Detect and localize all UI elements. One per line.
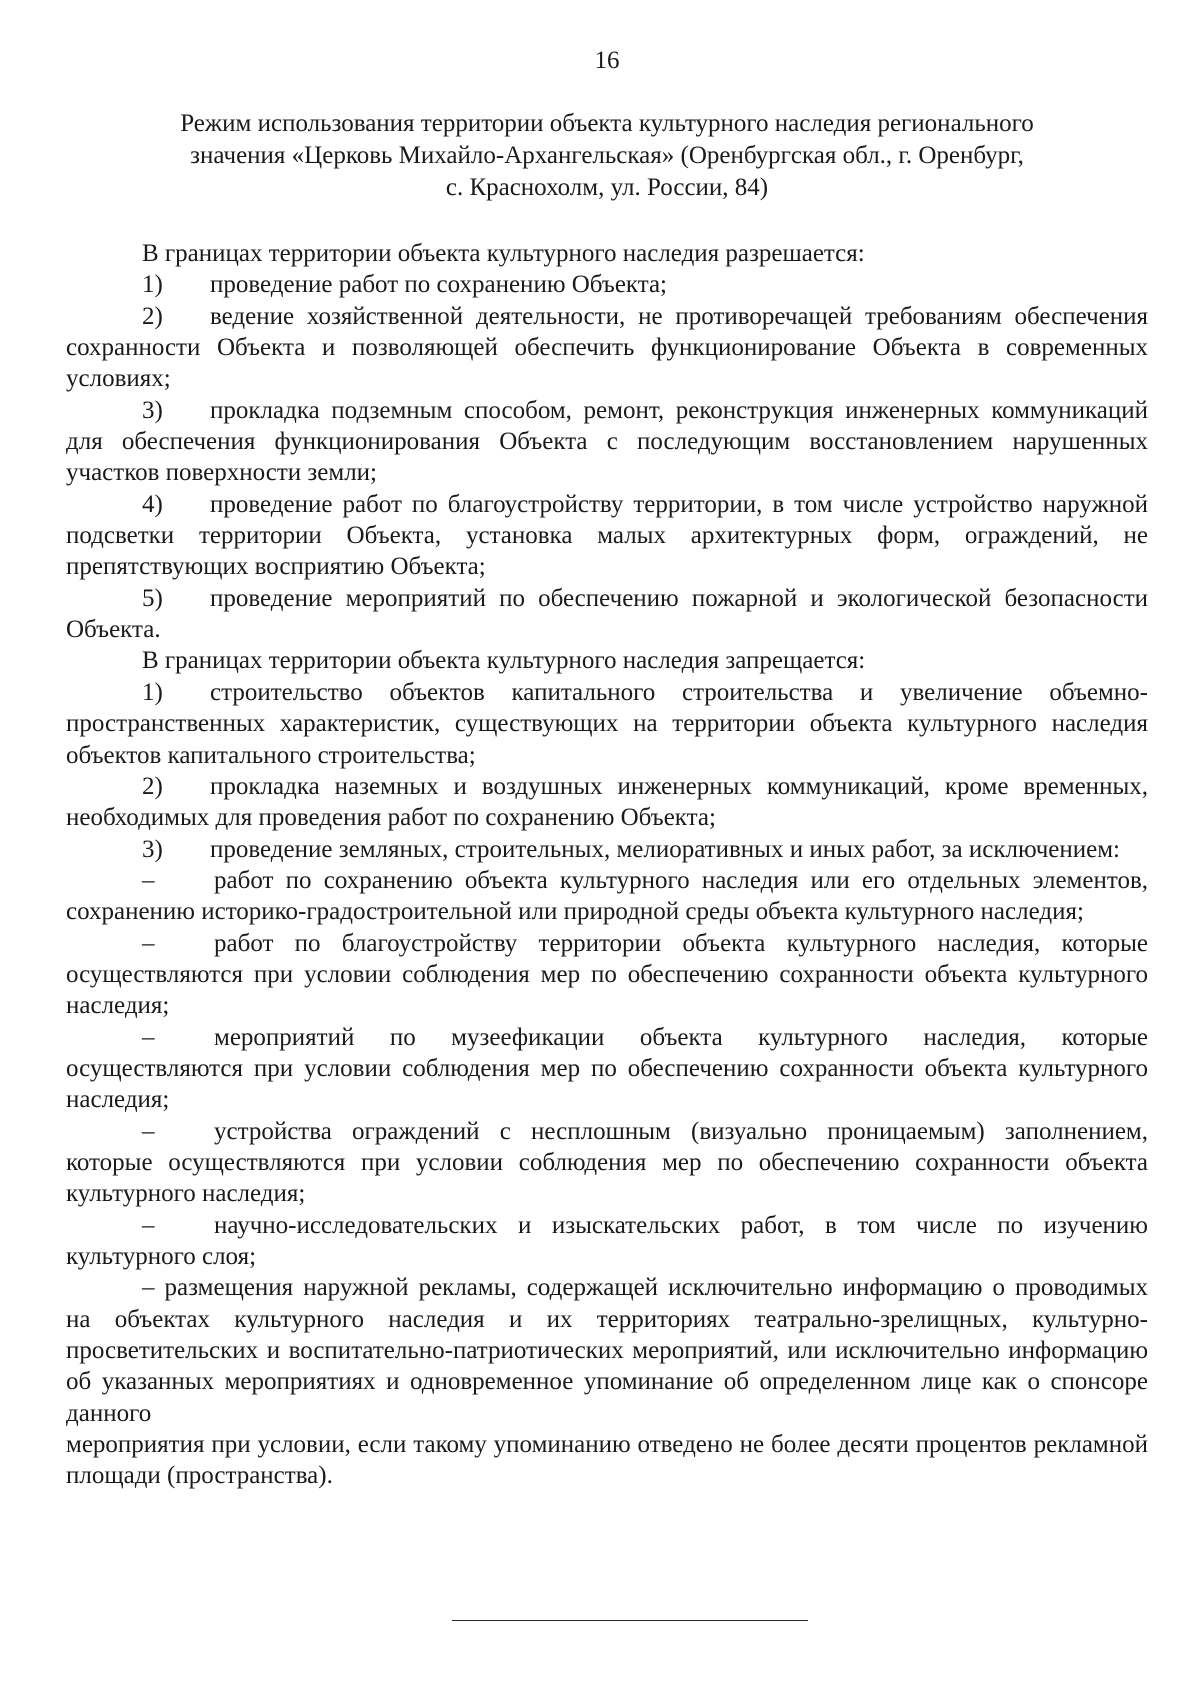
advertising-tail: мероприятия при условии, если такому упоминанию отведено не более десяти процентов рекламной площади (пространства). bbox=[66, 1431, 1148, 1490]
allowed-item bbox=[66, 269, 1148, 300]
item-marker: 5) bbox=[142, 584, 163, 612]
allowed-item bbox=[66, 301, 1148, 395]
title-line: значения «Церковь Михайло-Архангельская» (Оренбургская обл., г. Оренбург, bbox=[190, 142, 1024, 169]
item-marker: 4) bbox=[142, 490, 163, 518]
item-text: работ по сохранению объекта культурного наследия или его отдельных элементов, сохранению историко-градостроительной или природной среды объекта культурного наследия; bbox=[66, 866, 1148, 926]
item-text: строительство объектов капитального строительства и увеличение объемно-пространственных характеристик, существующих на территории объекта культурного наследия объектов капитального строительства; bbox=[66, 678, 1148, 769]
item-text: прокладка наземных и воздушных инженерных коммуникаций, кроме временных, необходимых для проведения работ по сохранению Объекта; bbox=[66, 772, 1148, 832]
dash-marker: – bbox=[142, 1117, 155, 1145]
item-text: ведение хозяйственной деятельности, не противоречащей требованиям обеспечения сохранности Объекта и позволяющей обеспечить функционирование Объекта в современных условиях; bbox=[66, 302, 1148, 393]
page-number: 16 bbox=[594, 47, 620, 74]
item-text: прокладка подземным способом, ремонт, реконструкция инженерных коммуникаций для обеспечения функционирования Объекта с последующим восстановлением нарушенных участков поверхности земли; bbox=[66, 396, 1148, 487]
exception-item bbox=[66, 1210, 1148, 1273]
forbidden-item bbox=[66, 771, 1148, 834]
item-marker: 1) bbox=[142, 678, 163, 706]
advertising-exception bbox=[66, 1272, 1148, 1429]
exception-item bbox=[66, 928, 1148, 1022]
dash-marker: – bbox=[142, 1274, 155, 1302]
item-text: устройства ограждений с несплошным (визуально проницаемым) заполнением, которые осуществляются при условии соблюдения мер по обеспечению сохранности объекта культурного наследия; bbox=[66, 1117, 1148, 1208]
allowed-heading: В границах территории объекта культурного наследия разрешается: bbox=[142, 240, 865, 267]
item-text: проведение земляных, строительных, мелиоративных и иных работ, за исключением: bbox=[210, 835, 1120, 863]
end-of-text-rule bbox=[452, 1620, 808, 1621]
allowed-item bbox=[66, 583, 1148, 646]
forbidden-item bbox=[66, 834, 1148, 865]
item-text: мероприятий по музеефикации объекта культурного наследия, которые осуществляются при условии соблюдения мер по обеспечению сохранности объекта культурного наследия; bbox=[66, 1023, 1148, 1114]
dash-marker: – bbox=[142, 1023, 155, 1051]
exception-item bbox=[66, 865, 1148, 928]
exception-item bbox=[66, 1022, 1148, 1116]
item-marker: 1) bbox=[142, 271, 163, 299]
item-text: проведение работ по сохранению Объекта; bbox=[210, 271, 668, 299]
item-marker: 2) bbox=[142, 772, 163, 800]
item-text: проведение мероприятий по обеспечению пожарной и экологической безопасности Объекта. bbox=[66, 584, 1148, 644]
dash-marker: – bbox=[142, 1211, 155, 1239]
item-text: научно-исследовательских и изыскательских работ, в том числе по изучению культурного слоя; bbox=[66, 1211, 1148, 1270]
forbidden-heading: В границах территории объекта культурного наследия запрещается: bbox=[142, 647, 866, 675]
allowed-item bbox=[66, 395, 1148, 489]
item-marker: 3) bbox=[142, 835, 163, 863]
dash-marker: – bbox=[142, 866, 155, 894]
allowed-item bbox=[66, 489, 1148, 583]
item-text: проведение работ по благоустройству территории, в том числе устройство наружной подсветки территории Объекта, установка малых архитектурных форм, ограждений, не препятствующих восприятию Объекта; bbox=[66, 490, 1148, 581]
document-body bbox=[66, 238, 1148, 1492]
title-line: Режим использования территории объекта культурного наследия регионального bbox=[180, 110, 1034, 137]
forbidden-item bbox=[66, 677, 1148, 771]
title-line: с. Краснохолм, ул. России, 84) bbox=[445, 174, 769, 201]
item-marker: 2) bbox=[142, 302, 163, 330]
dash-marker: – bbox=[142, 929, 155, 957]
item-marker: 3) bbox=[142, 396, 163, 424]
exception-item bbox=[66, 1116, 1148, 1210]
document-title bbox=[66, 108, 1148, 204]
item-text: размещения наружной рекламы, содержащей исключительно информацию о проводимых на объектах культурного наследия и их территориях театрально-зрелищных, культурно-просветительских и воспитательно-патриотических мероприятий, или исключительно информацию об указанных мероприятиях и одновременное упоминание об определенном лице как о спонсоре данного bbox=[66, 1274, 1148, 1427]
item-text: работ по благоустройству территории объекта культурного наследия, которые осуществляются при условии соблюдения мер по обеспечению сохранности объекта культурного наследия; bbox=[66, 929, 1148, 1020]
